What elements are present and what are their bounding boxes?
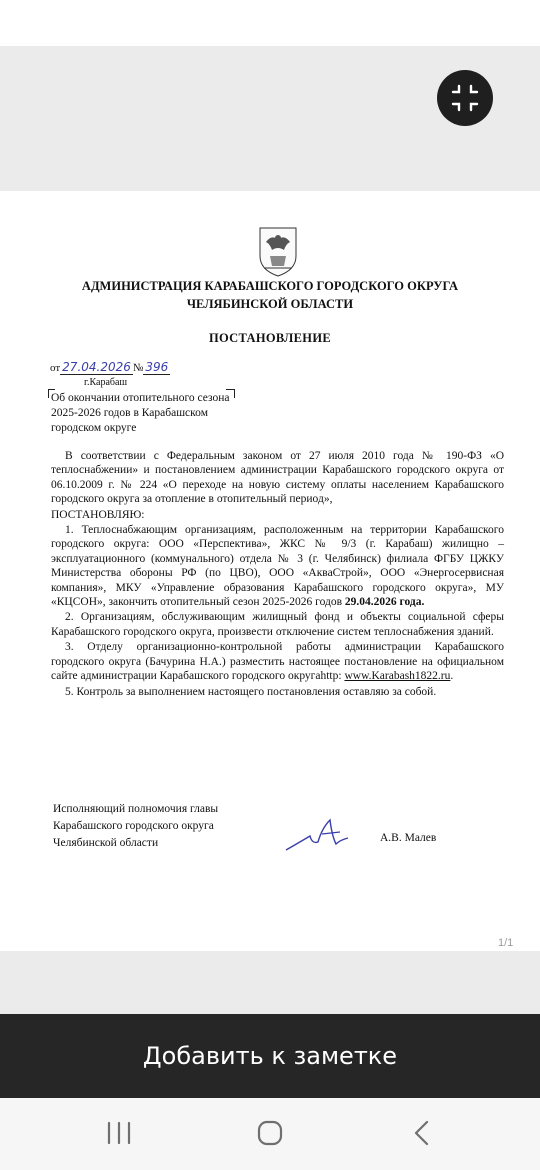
- collapse-button[interactable]: [437, 70, 493, 126]
- page-counter: 1/1: [498, 937, 514, 949]
- add-to-note-label: Добавить к заметке: [142, 1042, 398, 1070]
- item-1: [51, 523, 504, 609]
- item-1-text: 1. Теплоснабжающим организациям, расположенным на территории Карабашского городского округа: ООО «Перспектива», ЖКС № 9/3 (г. Карабаш) жилищно – эксплуатационного (коммунального) отдела № 3 (г. Челябинск) филиала ФГБУ ЦЖКУ Министерства обороны РФ (по ЦВО), ООО «АкваСтрой», ООО «Энергосервисная компания», МКУ «Управление образования Карабашского городского округа», МУ «КЦСОН», закончить отопительный сезон 2025-2026 годов: [51, 524, 504, 609]
- home-button[interactable]: [240, 1110, 300, 1156]
- item-5: 5. Контроль за выполнением настоящего постановления оставляю за собой.: [65, 685, 437, 698]
- recents-button[interactable]: [89, 1110, 149, 1156]
- add-to-note-button[interactable]: [0, 1014, 540, 1098]
- document-number: 396: [145, 360, 169, 374]
- header-line-1: АДМИНИСТРАЦИЯ КАРАБАШСКОГО ГОРОДСКОГО ОКРУГА: [81, 279, 459, 293]
- document-subject: Об окончании отопительного сезона 2025-2026 годов в Карабашском городском округе: [51, 392, 230, 434]
- signer-title-line-2: Карабашского городского округа: [53, 820, 214, 832]
- document-type: ПОСТАНОВЛЕНИЕ: [208, 331, 331, 345]
- signer-name: А.В. Малев: [380, 832, 437, 844]
- document-place: г.Карабаш: [84, 377, 128, 388]
- item-2: 2. Организациям, обслуживающим жилищный фонд и объекты социальной сферы Карабашского городского округа, произвести отключение систем теплоснабжения зданий.: [51, 611, 504, 638]
- signer-title-line-3: Челябинской области: [53, 837, 159, 849]
- collapse-icon: [437, 70, 493, 126]
- back-button[interactable]: [392, 1110, 452, 1156]
- document-date-line: [50, 360, 170, 374]
- number-prefix: №: [132, 362, 144, 374]
- back-icon: [392, 1110, 452, 1156]
- home-icon: [240, 1110, 300, 1156]
- handwritten-signature: [282, 818, 352, 854]
- recents-icon: [89, 1110, 149, 1156]
- item-3: [51, 640, 504, 683]
- header-line-2: ЧЕЛЯБИНСКОЙ ОБЛАСТИ: [186, 297, 354, 311]
- website-link[interactable]: www.Karabash1822.ru: [344, 670, 451, 683]
- top-bar: [0, 0, 540, 46]
- preamble: В соответствии с Федеральным законом от 27 июля 2010 года № 190-ФЗ «О теплоснабжении» и постановлением администрации Карабашского городского округа от 06.10.2009 г. № 224 «О переходе на новую систему оплаты населением Карабашского городского округа за отопление в отопительный период»,: [51, 450, 504, 506]
- document-date: 27.04.2026: [62, 360, 131, 374]
- coat-of-arms-icon: [252, 222, 304, 278]
- item-3-end: .: [450, 670, 454, 683]
- document-body: [51, 449, 504, 700]
- item-1-date: 29.04.2026 года.: [344, 596, 425, 609]
- resolve-heading: ПОСТАНОВЛЯЮ:: [51, 508, 145, 521]
- signer-title: [53, 801, 218, 852]
- signer-title-line-1: Исполняющий полномочия главы: [53, 803, 219, 815]
- date-prefix: от: [50, 362, 61, 374]
- item-3-text: 3. Отделу организационно-контрольной работы администрации Карабашского городского округа (Бачурина Н.А.) разместить настоящее постановление на официальном сайте администрации Карабашского городского округаhttp:: [51, 641, 504, 683]
